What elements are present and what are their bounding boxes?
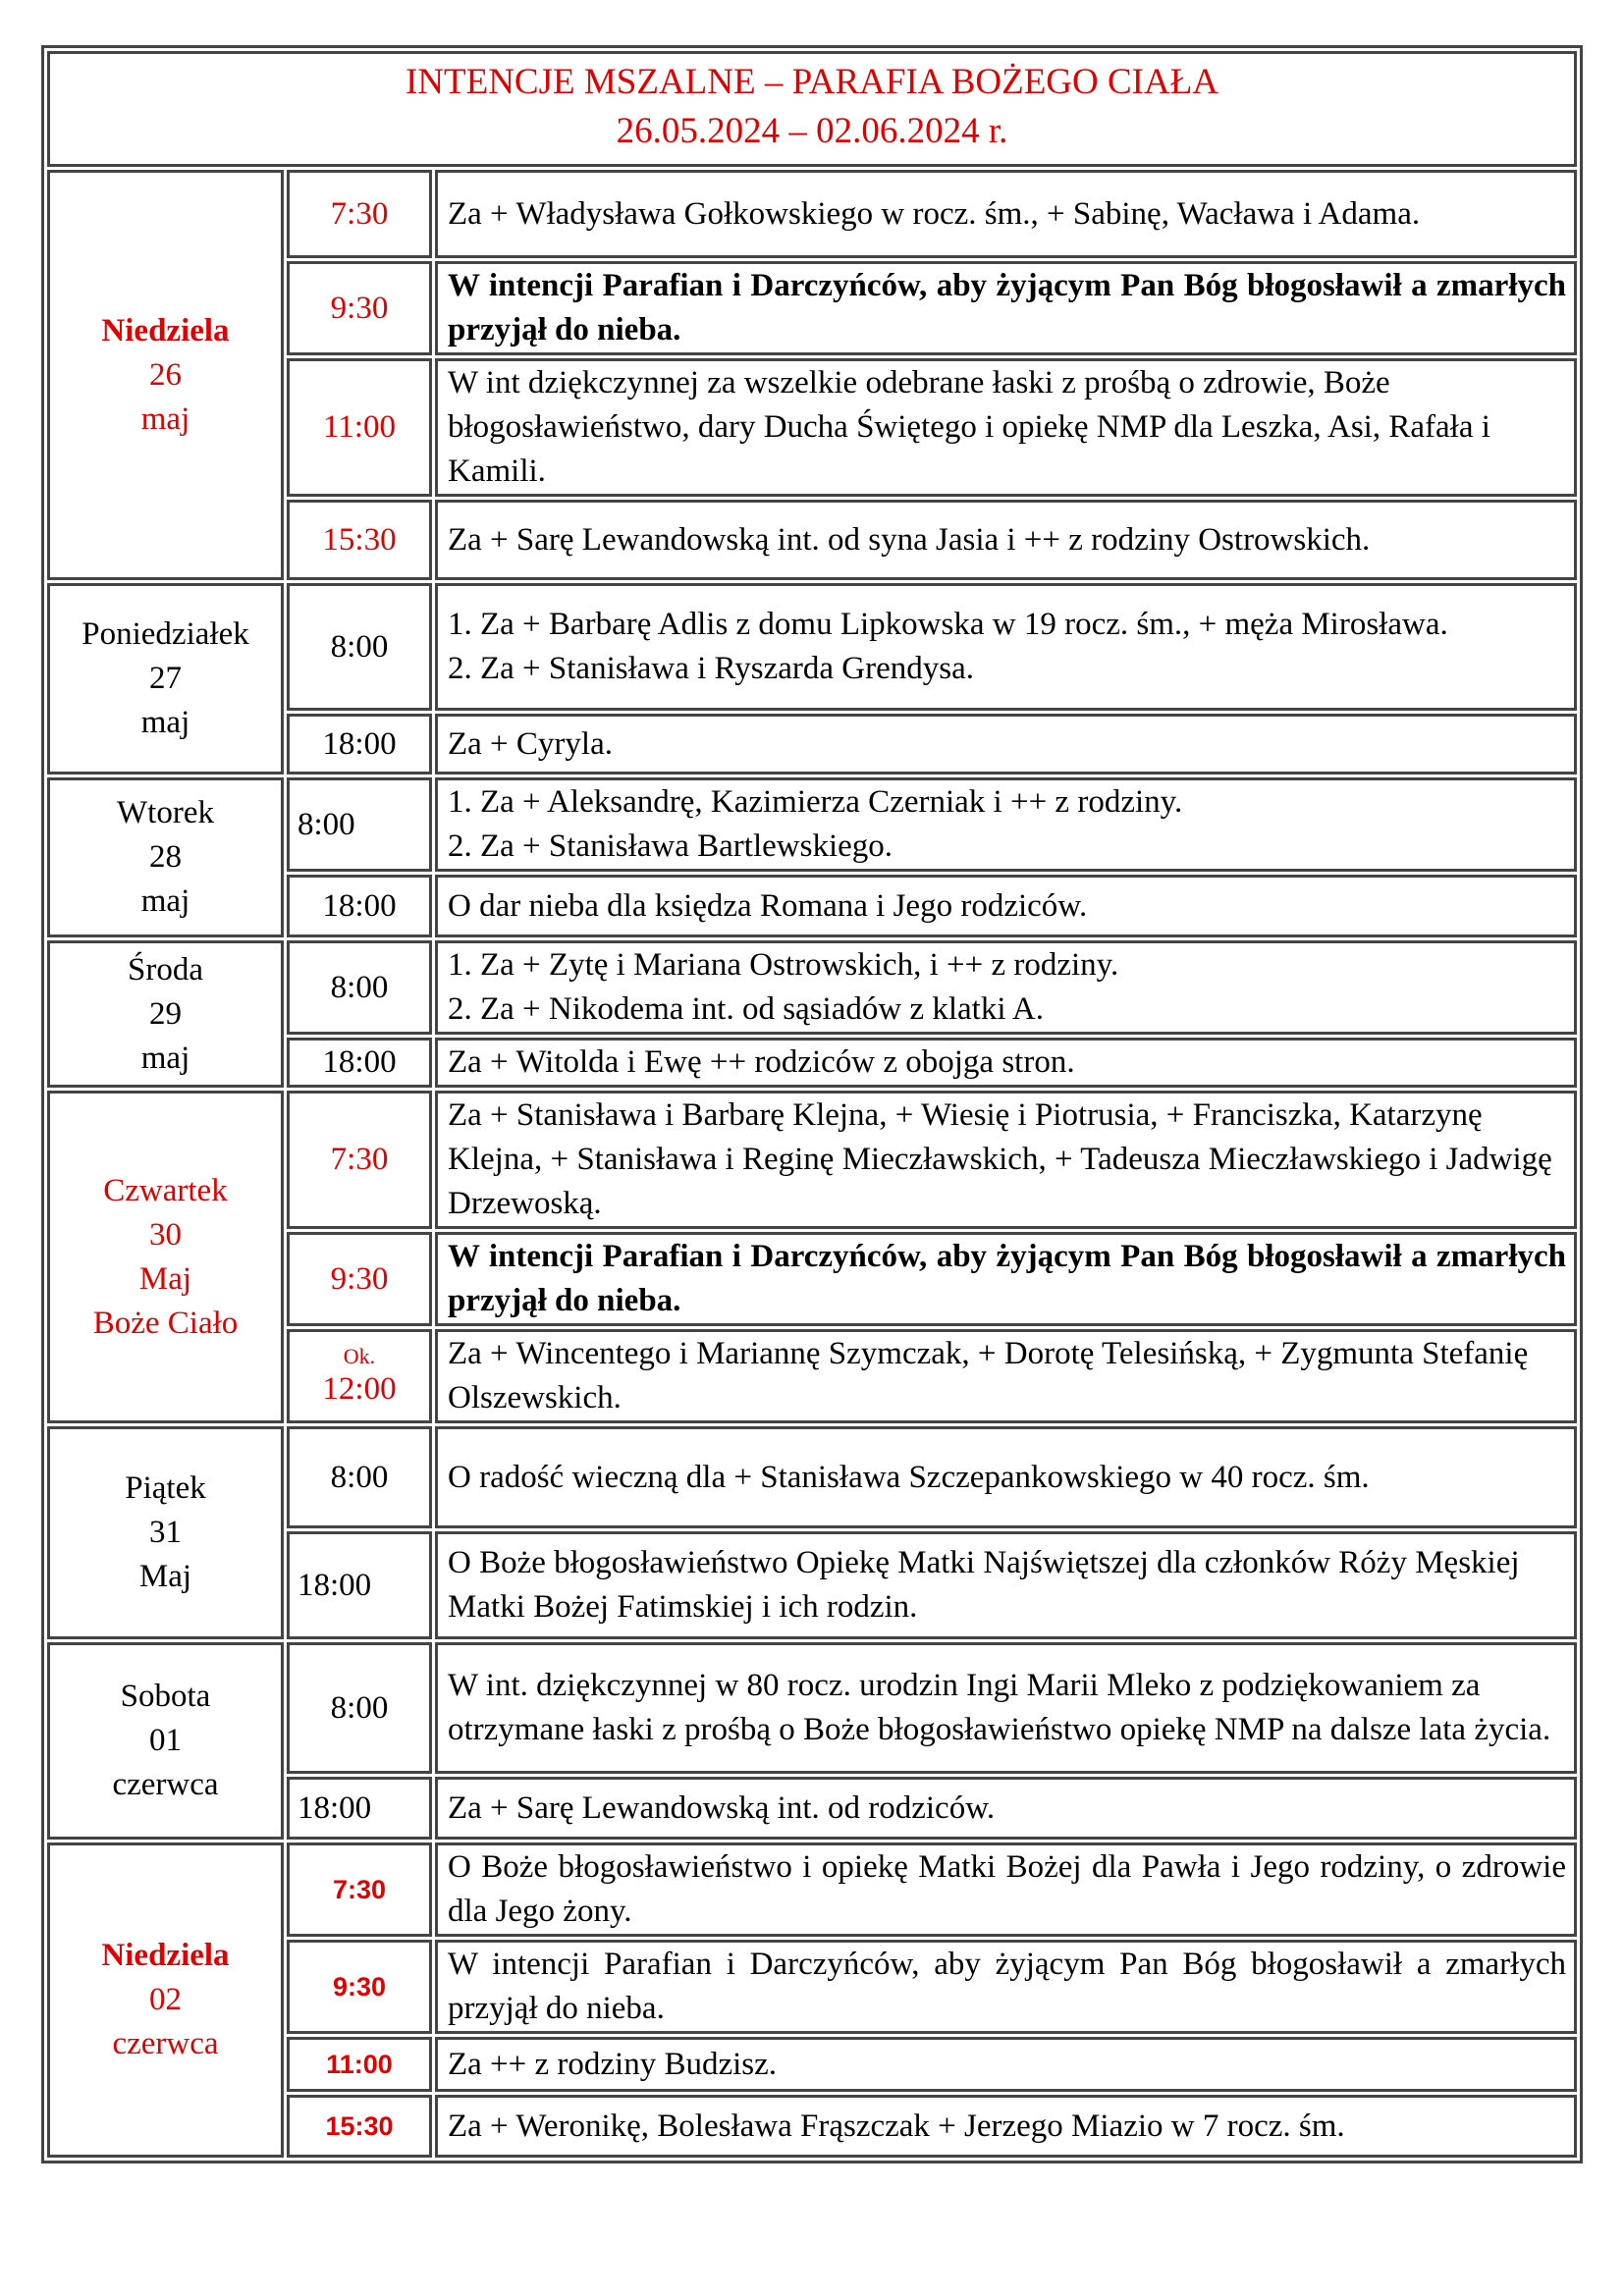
day-month: czerwca [112, 1767, 219, 1802]
mass-time: 8:00 [287, 1642, 432, 1774]
mass-intention: Za + Sarę Lewandowską int. od syna Jasia i ++ z rodziny Ostrowskich. [435, 500, 1577, 580]
mass-time: 9:30 [287, 1232, 432, 1326]
mass-intention: O Boże błogosławieństwo i opiekę Matki Bożej dla Pawła i Jego rodziny, o zdrowie dla Jego żony. [435, 1842, 1577, 1937]
mass-time: 11:00 [287, 358, 432, 497]
page-title: INTENCJE MSZALNE – PARAFIA BOŻEGO CIAŁA [405, 62, 1219, 102]
day-number: 27 [149, 661, 182, 696]
day-month: czerwca [112, 2026, 219, 2061]
day-cell [47, 1842, 284, 2158]
mass-row [47, 1842, 1577, 1937]
day-name: Środa [128, 951, 203, 988]
mass-intention: Za + Witolda i Ewę ++ rodziców z obojga stron. [435, 1038, 1577, 1088]
day-month: Maj [138, 1559, 192, 1594]
intentions-sheet [41, 45, 1583, 2163]
day-cell [47, 583, 284, 774]
mass-time: 18:00 [287, 714, 432, 774]
intention-line: 1. Za + Zytę i Mariana Ostrowskich, i ++ z rodziny. [448, 947, 1119, 983]
day-cell [47, 940, 284, 1088]
day-number: 29 [149, 995, 182, 1032]
mass-row [47, 170, 1577, 258]
mass-time: 7:30 [287, 170, 432, 258]
mass-intention [435, 940, 1577, 1035]
mass-time: 9:30 [287, 261, 432, 355]
mass-intention: O radość wieczną dla + Stanisława Szczepankowskiego w 40 rocz. śm. [435, 1426, 1577, 1528]
day-number: 28 [149, 839, 182, 875]
mass-row [47, 1091, 1577, 1229]
day-month: Maj [138, 1260, 192, 1297]
mass-intention: Za + Sarę Lewandowską int. od rodziców. [435, 1777, 1577, 1840]
mass-intention [435, 583, 1577, 711]
intentions-table [41, 45, 1583, 2163]
day-name: Poniedziałek [81, 616, 249, 652]
intention-line: 2. Za + Nikodema int. od sąsiadów z klatki A. [448, 991, 1045, 1027]
mass-time: 15:30 [287, 500, 432, 580]
mass-time: 8:00 [287, 583, 432, 711]
table-header [47, 51, 1577, 167]
mass-row [47, 583, 1577, 711]
day-cell [47, 170, 284, 580]
mass-time: 12:00 [322, 1371, 397, 1407]
day-cell [47, 1642, 284, 1840]
mass-intention: O Boże błogosławieństwo Opiekę Matki Najświętszej dla członków Róży Męskiej Matki Bożej Fatimskiej i ich rodzin. [435, 1531, 1577, 1639]
mass-row [47, 1642, 1577, 1774]
mass-intention: O dar nieba dla księdza Romana i Jego rodziców. [435, 875, 1577, 937]
day-name: Piątek [125, 1470, 206, 1506]
day-name: Niedziela [101, 312, 230, 348]
day-cell [47, 777, 284, 937]
mass-time: 18:00 [287, 1531, 432, 1639]
header-row [47, 51, 1577, 167]
mass-time: 15:30 [287, 2095, 432, 2158]
day-cell [47, 1426, 284, 1639]
mass-intention [435, 777, 1577, 872]
day-number: 26 [149, 356, 182, 393]
day-number: 31 [149, 1515, 182, 1550]
mass-row [47, 777, 1577, 872]
day-month: maj [140, 705, 190, 740]
mass-intention: Za + Cyryla. [435, 714, 1577, 774]
intention-line: 2. Za + Stanisława Bartlewskiego. [448, 828, 893, 864]
mass-time: 7:30 [287, 1842, 432, 1937]
mass-intention: Za + Wincentego i Mariannę Szymczak, + Dorotę Telesińską, + Zygmunta Stefanię Olszewskich. [435, 1329, 1577, 1423]
mass-time: 7:30 [287, 1091, 432, 1229]
mass-time: 9:30 [287, 1940, 432, 2034]
day-name: Czwartek [103, 1172, 228, 1208]
feast-name: Boże Ciało [92, 1305, 239, 1341]
mass-intention: W intencji Parafian i Darczyńców, aby żyjącym Pan Bóg błogosławił a zmarłych przyjął do nieba. [435, 1232, 1577, 1326]
day-name: Sobota [120, 1679, 211, 1714]
mass-intention: Za + Weronikę, Bolesława Frąszczak + Jerzego Miazio w 7 rocz. śm. [435, 2095, 1577, 2158]
mass-row [47, 1426, 1577, 1528]
mass-intention: Za + Władysława Gołkowskiego w rocz. śm., + Sabinę, Wacława i Adama. [435, 170, 1577, 258]
day-cell [47, 1091, 284, 1423]
mass-intention: W intencji Parafian i Darczyńców, aby żyjącym Pan Bóg błogosławił a zmarłych przyjął do nieba. [435, 1940, 1577, 2034]
day-name: Niedziela [101, 1938, 230, 1973]
approx-label: Ok. [343, 1344, 376, 1368]
mass-time-cell [287, 1329, 432, 1423]
intention-line: 2. Za + Stanisława i Ryszarda Grendysa. [448, 651, 974, 686]
mass-time: 18:00 [287, 875, 432, 937]
mass-time: 18:00 [287, 1038, 432, 1088]
mass-intention: Za + Stanisława i Barbarę Klejna, + Wiesię i Piotrusia, + Franciszka, Katarzynę Klejna, + Stanisława i Reginę Mieczławskich, + Tadeusza Mieczławskiego i Jadwigę Drzewoską. [435, 1091, 1577, 1229]
day-name: Wtorek [117, 795, 214, 830]
intention-line: 1. Za + Aleksandrę, Kazimierza Czerniak i ++ z rodziny. [448, 784, 1183, 820]
mass-intention: Za ++ z rodziny Budzisz. [435, 2037, 1577, 2092]
mass-time: 8:00 [287, 777, 432, 872]
date-range: 26.05.2024 – 02.06.2024 r. [616, 111, 1008, 151]
day-month: maj [140, 883, 190, 919]
day-number: 01 [149, 1723, 182, 1758]
day-number: 30 [149, 1216, 182, 1253]
intention-line: 1. Za + Barbarę Adlis z domu Lipkowska w 19 rocz. śm., + męża Mirosława. [448, 607, 1448, 642]
day-month: maj [140, 400, 190, 437]
mass-intention: W int. dziękczynnej w 80 rocz. urodzin Ingi Marii Mleko z podziękowaniem za otrzymane łaski z prośbą o Boże błogosławieństwo opiekę NMP na dalsze lata życia. [435, 1642, 1577, 1774]
mass-row [47, 940, 1577, 1035]
mass-time: 11:00 [287, 2037, 432, 2092]
mass-intention: W intencji Parafian i Darczyńców, aby żyjącym Pan Bóg błogosławił a zmarłych przyjął do nieba. [435, 261, 1577, 355]
mass-intention: W int dziękczynnej za wszelkie odebrane łaski z prośbą o zdrowie, Boże błogosławieństwo, dary Ducha Świętego i opiekę NMP dla Leszka, Asi, Rafała i Kamili. [435, 358, 1577, 497]
mass-time: 8:00 [287, 940, 432, 1035]
day-number: 02 [149, 1982, 182, 2017]
mass-time: 8:00 [287, 1426, 432, 1528]
mass-time: 18:00 [287, 1777, 432, 1840]
day-month: maj [140, 1040, 190, 1076]
